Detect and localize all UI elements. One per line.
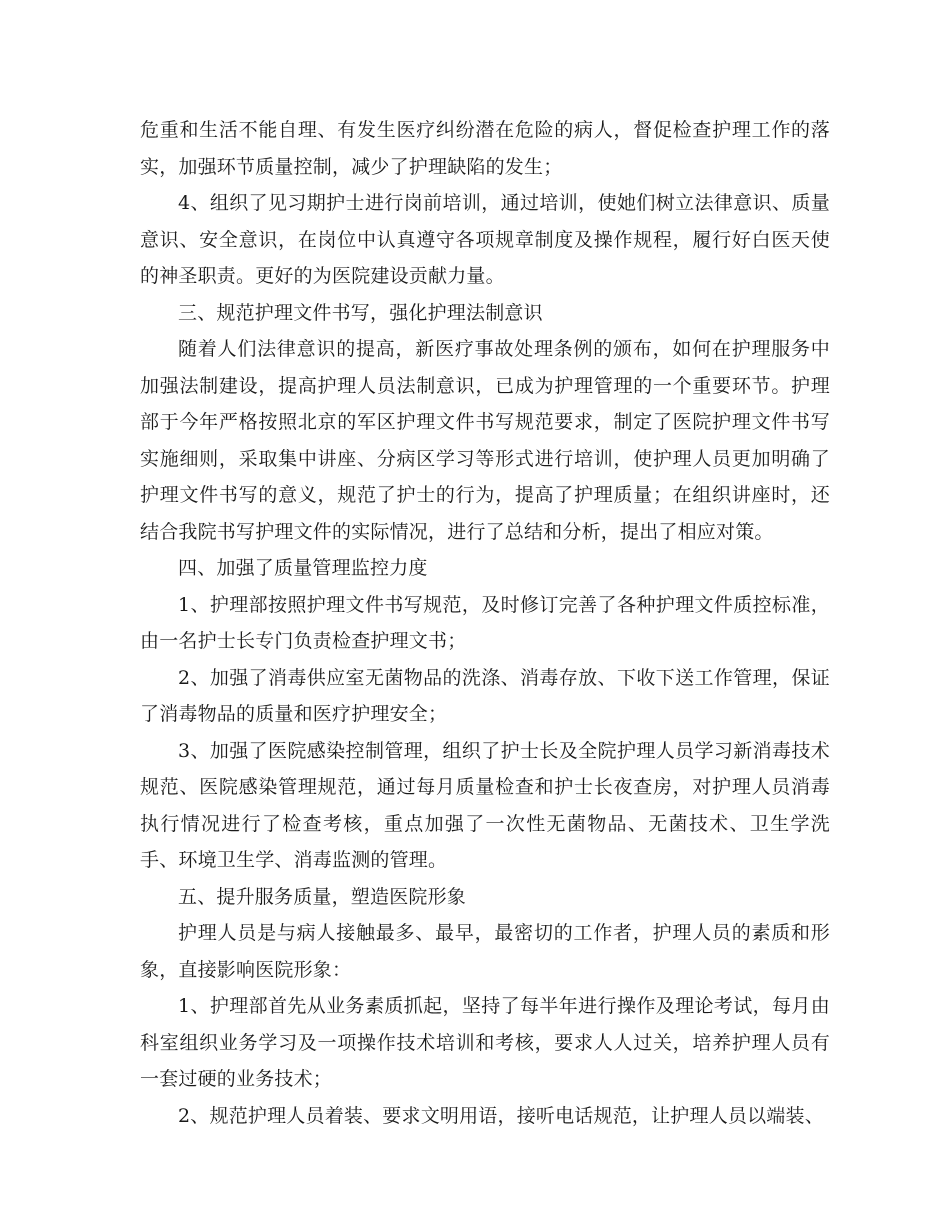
- paragraph-continuation: 危重和生活不能自理、有发生医疗纠纷潜在危险的病人，督促检查护理工作的落实，加强环节质量控制，减少了护理缺陷的发生；: [140, 119, 830, 178]
- section-heading-5: 五、提升服务质量，塑造医院形象: [178, 885, 467, 908]
- paragraph-item-2-conduct: 2、规范护理人员着装、要求文明用语，接听电话规范，让护理人员以端装、: [178, 1104, 824, 1127]
- section-heading-4: 四、加强了质量管理监控力度: [178, 557, 428, 579]
- paragraph-item-3-infection-control: 3、加强了医院感染控制管理，组织了护士长及全院护理人员学习新消毒技术规范、医院感染管理规范，通过每月质量检查和护士长夜查房，对护理人员消毒执行情况进行了检查考核，重点加强了一次性无菌物品、无菌技术、卫生学洗手、环境卫生学、消毒监测的管理。: [140, 739, 830, 871]
- paragraph-item-1-documents: 1、护理部按照护理文件书写规范，及时修订完善了各种护理文件质控标准，由一名护士长专门负责检查护理文书；: [140, 593, 830, 652]
- paragraph-item-1-skills: 1、护理部首先从业务素质抓起，坚持了每半年进行操作及理论考试，每月由科室组织业务学习及一项操作技术培训和考核，要求人人过关，培养护理人员有一套过硬的业务技术；: [140, 995, 830, 1090]
- paragraph-item-4-training: 4、组织了见习期护士进行岗前培训，通过培训，使她们树立法律意识、质量意识、安全意识，在岗位中认真遵守各项规章制度及操作规程，履行好白医天使的神圣职责。更好的为医院建设贡献力量。: [140, 192, 830, 287]
- document-body: [140, 112, 830, 1134]
- paragraph-legal-awareness: 随着人们法律意识的提高，新医疗事故处理条例的颁布，如何在护理服务中加强法制建设，提高护理人员法制意识，已成为护理管理的一个重要环节。护理部于今年严格按照北京的军区护理文件书写规范要求，制定了医院护理文件书写实施细则，采取集中讲座、分病区学习等形式进行培训，使护理人员更加明确了护理文件书写的意义，规范了护士的行为，提高了护理质量；在组织讲座时，还结合我院书写护理文件的实际情况，进行了总结和分析，提出了相应对策。: [140, 338, 830, 543]
- paragraph-item-2-disinfection: 2、加强了消毒供应室无菌物品的洗涤、消毒存放、下收下送工作管理，保证了消毒物品的质量和医疗护理安全；: [140, 666, 830, 725]
- section-heading-3: 三、规范护理文件书写，强化护理法制意识: [178, 301, 543, 324]
- paragraph-service-quality: 护理人员是与病人接触最多、最早，最密切的工作者，护理人员的素质和形象，直接影响医院形象：: [140, 922, 830, 981]
